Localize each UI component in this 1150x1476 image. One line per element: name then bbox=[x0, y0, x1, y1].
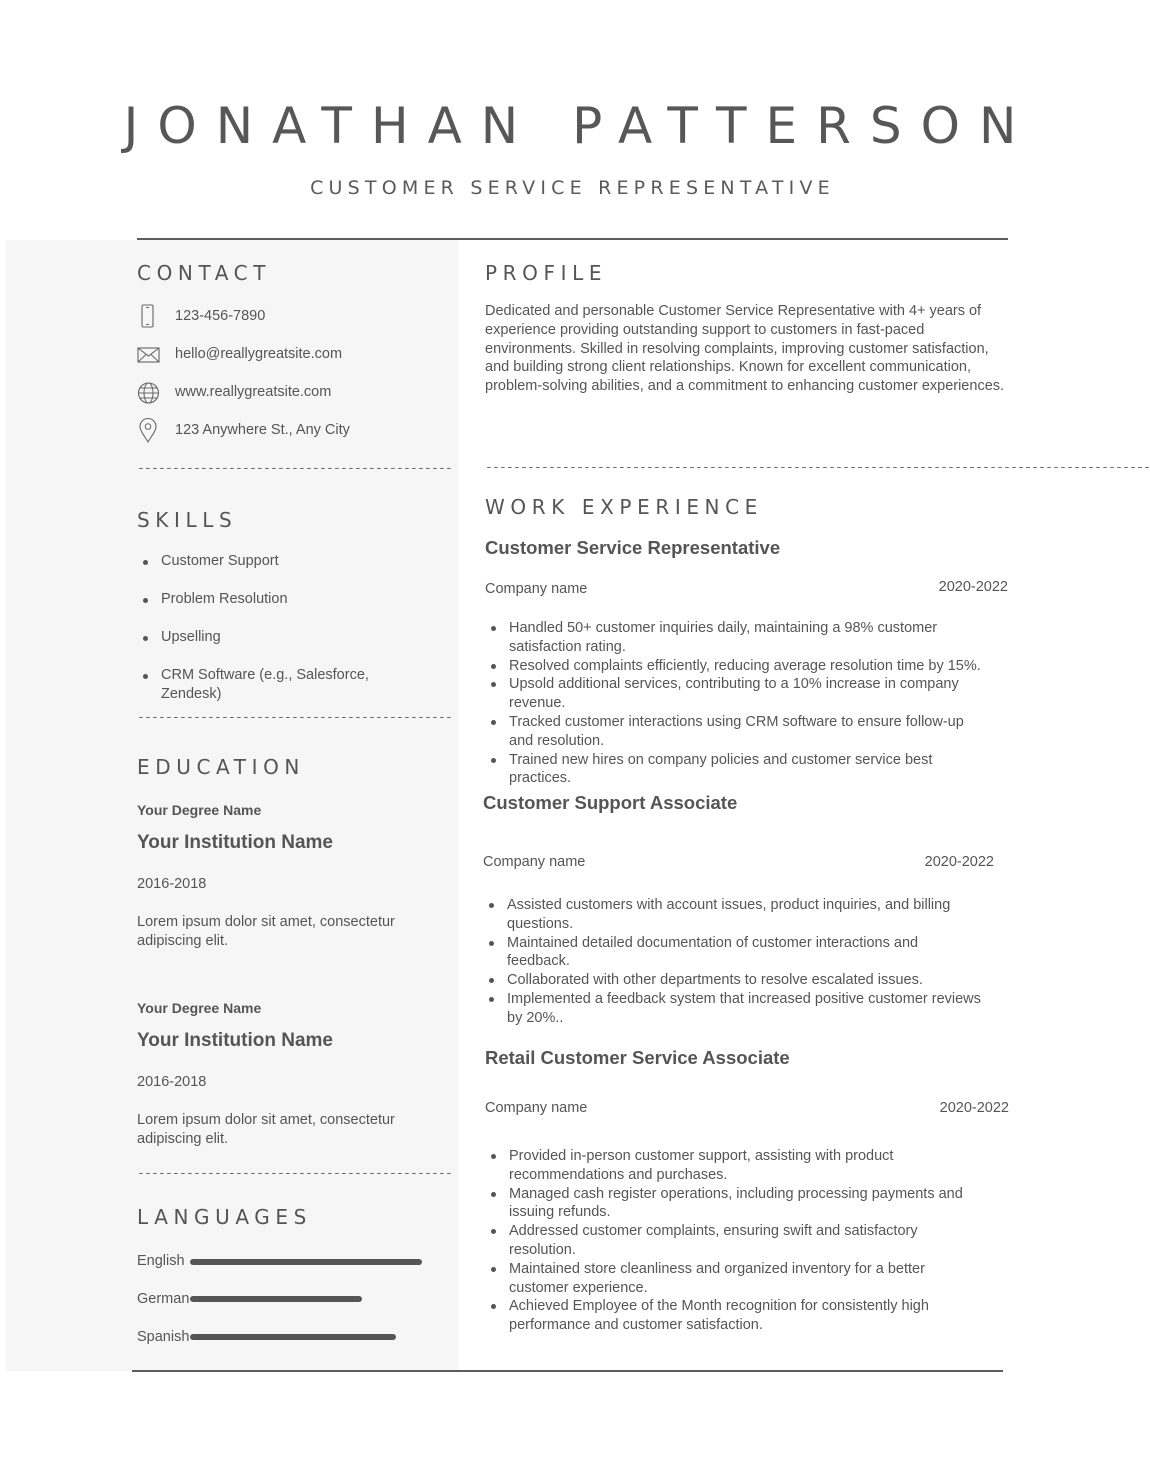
job-bullets bbox=[485, 619, 985, 788]
job-bullet: Handled 50+ customer inquiries daily, maintaining a 98% customer satisfaction rating. bbox=[485, 619, 985, 657]
skill-item: Customer Support bbox=[137, 552, 397, 571]
job-bullet: Maintained detailed documentation of customer interactions and feedback. bbox=[483, 934, 983, 972]
resume-name: JONATHAN PATTERSON bbox=[123, 97, 1036, 155]
location-pin-icon bbox=[137, 418, 161, 444]
job-bullet: Maintained store cleanliness and organized inventory for a better customer experience. bbox=[485, 1260, 985, 1298]
edu-institution: Your Institution Name bbox=[137, 1030, 333, 1051]
job-years: 2020-2022 bbox=[938, 579, 1008, 595]
job-bullet: Tracked customer interactions using CRM software to ensure follow-up and resolution. bbox=[485, 713, 985, 751]
education-divider: --------------------------------------------- bbox=[137, 1166, 453, 1181]
language-level-track bbox=[190, 1334, 422, 1340]
edu-degree: Your Degree Name bbox=[137, 802, 262, 818]
language-name: English bbox=[137, 1253, 185, 1269]
bottom-divider bbox=[132, 1370, 1003, 1372]
profile-heading: PROFILE bbox=[485, 261, 608, 285]
contact-website bbox=[137, 380, 437, 406]
language-level-track bbox=[190, 1259, 422, 1265]
skills-heading: SKILLS bbox=[137, 508, 238, 532]
job-bullet: Assisted customers with account issues, product inquiries, and billing questions. bbox=[483, 896, 983, 934]
work-heading: WORK EXPERIENCE bbox=[485, 495, 763, 519]
job-company: Company name bbox=[485, 1100, 588, 1116]
education-heading: EDUCATION bbox=[137, 755, 305, 779]
address-text: 123 Anywhere St., Any City bbox=[175, 422, 350, 438]
job-role: Retail Customer Service Associate bbox=[485, 1047, 790, 1068]
job-bullet: Upsold additional services, contributing to a 10% increase in company revenue. bbox=[485, 675, 985, 713]
globe-icon bbox=[137, 380, 161, 406]
job-bullet: Addressed customer complaints, ensuring swift and satisfactory resolution. bbox=[485, 1222, 985, 1260]
contact-address bbox=[137, 418, 437, 444]
email-text: hello@reallygreatsite.com bbox=[175, 346, 343, 362]
language-level-track bbox=[190, 1296, 422, 1302]
job-bullet: Collaborated with other departments to resolve escalated issues. bbox=[483, 971, 983, 990]
phone-icon bbox=[137, 304, 161, 330]
job-bullet: Implemented a feedback system that increased positive customer reviews by 20%.. bbox=[483, 990, 983, 1028]
language-level-bar bbox=[190, 1296, 362, 1302]
edu-years: 2016-2018 bbox=[137, 876, 207, 892]
job-bullet: Managed cash register operations, including processing payments and issuing refunds. bbox=[485, 1185, 985, 1223]
language-level-bar bbox=[190, 1259, 422, 1265]
contact-divider: --------------------------------------------- bbox=[137, 461, 453, 476]
skills-list bbox=[137, 552, 453, 725]
contact-phone bbox=[137, 304, 437, 330]
job-bullet: Trained new hires on company policies and customer service best practices. bbox=[485, 751, 985, 789]
job-bullet: Achieved Employee of the Month recognition for consistently high performance and customer satisfaction. bbox=[485, 1297, 985, 1335]
skill-item: Upselling bbox=[137, 628, 397, 647]
language-name: Spanish bbox=[137, 1329, 190, 1345]
job-company: Company name bbox=[485, 581, 588, 597]
job-bullets bbox=[485, 1147, 985, 1335]
profile-summary: Dedicated and personable Customer Service Representative with 4+ years of experience providing outstanding support to customers in fast-paced environments. Skilled in resolving complaints, improving customer satisfaction, and building strong client relationships. Known for excellent communication, problem-solving abilities, and a commitment to enhancing customer experiences. bbox=[485, 303, 1005, 395]
phone-text: 123-456-7890 bbox=[175, 308, 266, 324]
edu-years: 2016-2018 bbox=[137, 1074, 207, 1090]
job-company: Company name bbox=[483, 854, 586, 870]
job-bullet: Provided in-person customer support, assisting with product recommendations and purchases. bbox=[485, 1147, 985, 1185]
language-name: German bbox=[137, 1291, 190, 1307]
edu-description: Lorem ipsum dolor sit amet, consectetur adipiscing elit. bbox=[137, 914, 395, 949]
languages-heading: LANGUAGES bbox=[137, 1205, 312, 1229]
edu-degree: Your Degree Name bbox=[137, 1000, 262, 1016]
profile-divider: ----------------------------------------------------------------------------------------------- bbox=[485, 460, 1150, 475]
job-role: Customer Service Representative bbox=[485, 537, 781, 558]
job-role: Customer Support Associate bbox=[483, 792, 738, 813]
job-bullet: Resolved complaints efficiently, reducing average resolution time by 15%. bbox=[485, 657, 985, 676]
edu-institution: Your Institution Name bbox=[137, 832, 333, 853]
skills-divider: --------------------------------------------- bbox=[137, 710, 453, 725]
language-level-bar bbox=[190, 1334, 396, 1340]
skill-item: CRM Software (e.g., Salesforce, Zendesk) bbox=[137, 666, 397, 704]
contact-email bbox=[137, 342, 437, 368]
job-bullets bbox=[483, 896, 983, 1028]
job-years: 2020-2022 bbox=[939, 1100, 1009, 1116]
website-text: www.reallygreatsite.com bbox=[175, 384, 332, 400]
skill-item: Problem Resolution bbox=[137, 590, 397, 609]
resume-title: CUSTOMER SERVICE REPRESENTATIVE bbox=[310, 177, 835, 199]
envelope-icon bbox=[137, 342, 161, 368]
edu-description: Lorem ipsum dolor sit amet, consectetur adipiscing elit. bbox=[137, 1112, 395, 1147]
contact-heading: CONTACT bbox=[137, 261, 272, 285]
job-years: 2020-2022 bbox=[924, 854, 994, 870]
